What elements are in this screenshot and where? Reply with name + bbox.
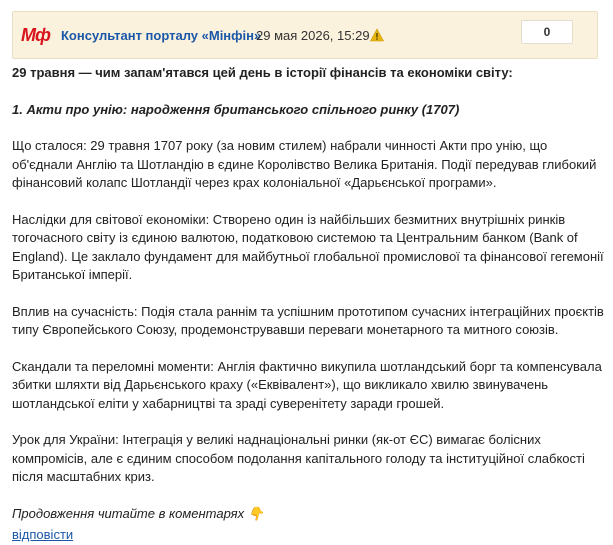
paragraph-consequences: Наслідки для світової економіки: Створено один із найбільших безмитних внутрішніх ринків тогочасного світу із єдиною валютою, податковою системою та Центральним банком (Bank of England). Це заклало фундамент для майбутньої глобальної промислової та фінансової гегемонії Британської імперії. bbox=[12, 211, 604, 282]
post-datetime: 29 мая 2026, 15:29 bbox=[256, 28, 370, 43]
minfin-logo[interactable]: Мф bbox=[21, 25, 50, 45]
post-header bbox=[12, 11, 598, 59]
post-subheading: 1. Акти про унію: народження британського спільного ринку (1707) bbox=[12, 101, 460, 117]
post-body bbox=[12, 64, 604, 545]
reply-link[interactable]: відповісти bbox=[12, 527, 74, 542]
author-name[interactable]: Консультант порталу «Мінфін» bbox=[61, 28, 262, 43]
score-counter[interactable]: 0 bbox=[521, 20, 573, 44]
paragraph-lesson-ukraine: Урок для України: Інтеграція у великі наднаціональні ринки (як-от ЄС) вимагає болісних компромісів, але є єдиним способом подолання капітального голоду та інституційної слабкості після масштабних криз. bbox=[12, 432, 585, 484]
paragraph-what-happened: Що сталося: 29 травня 1707 року (за новим стилем) набрали чинності Акти про унію, що об'єднали Англію та Шотландію в єдине Королівство Велика Британія. Події передував глибокий фінансовий колапс Шотландії через крах колоніальної «Дарьєнської програми». bbox=[12, 138, 597, 190]
post-headline: 29 травня — чим запам'ятався цей день в історії фінансів та економіки світу: bbox=[12, 65, 513, 80]
paragraph-modern-impact: Вплив на сучасність: Подія стала раннім та успішним прототипом сучасних інтеграційних проєктів типу Європейського Союзу, продемонструвавши переваги монетарного та митного союзів. bbox=[12, 303, 604, 337]
warning-triangle-icon[interactable] bbox=[370, 28, 384, 42]
paragraph-scandals: Скандали та переломні моменти: Англія фактично викупила шотландський борг та компенсувала збитки шляхти від Дарьєнського краху («Еквівалент»), що викликало хвилю звинувачень шотландської еліти у хабарництві та зраді суверенітету заради грошей. bbox=[12, 358, 602, 411]
continue-in-comments: Продовження читайте в коментарях 👇 bbox=[12, 505, 264, 521]
